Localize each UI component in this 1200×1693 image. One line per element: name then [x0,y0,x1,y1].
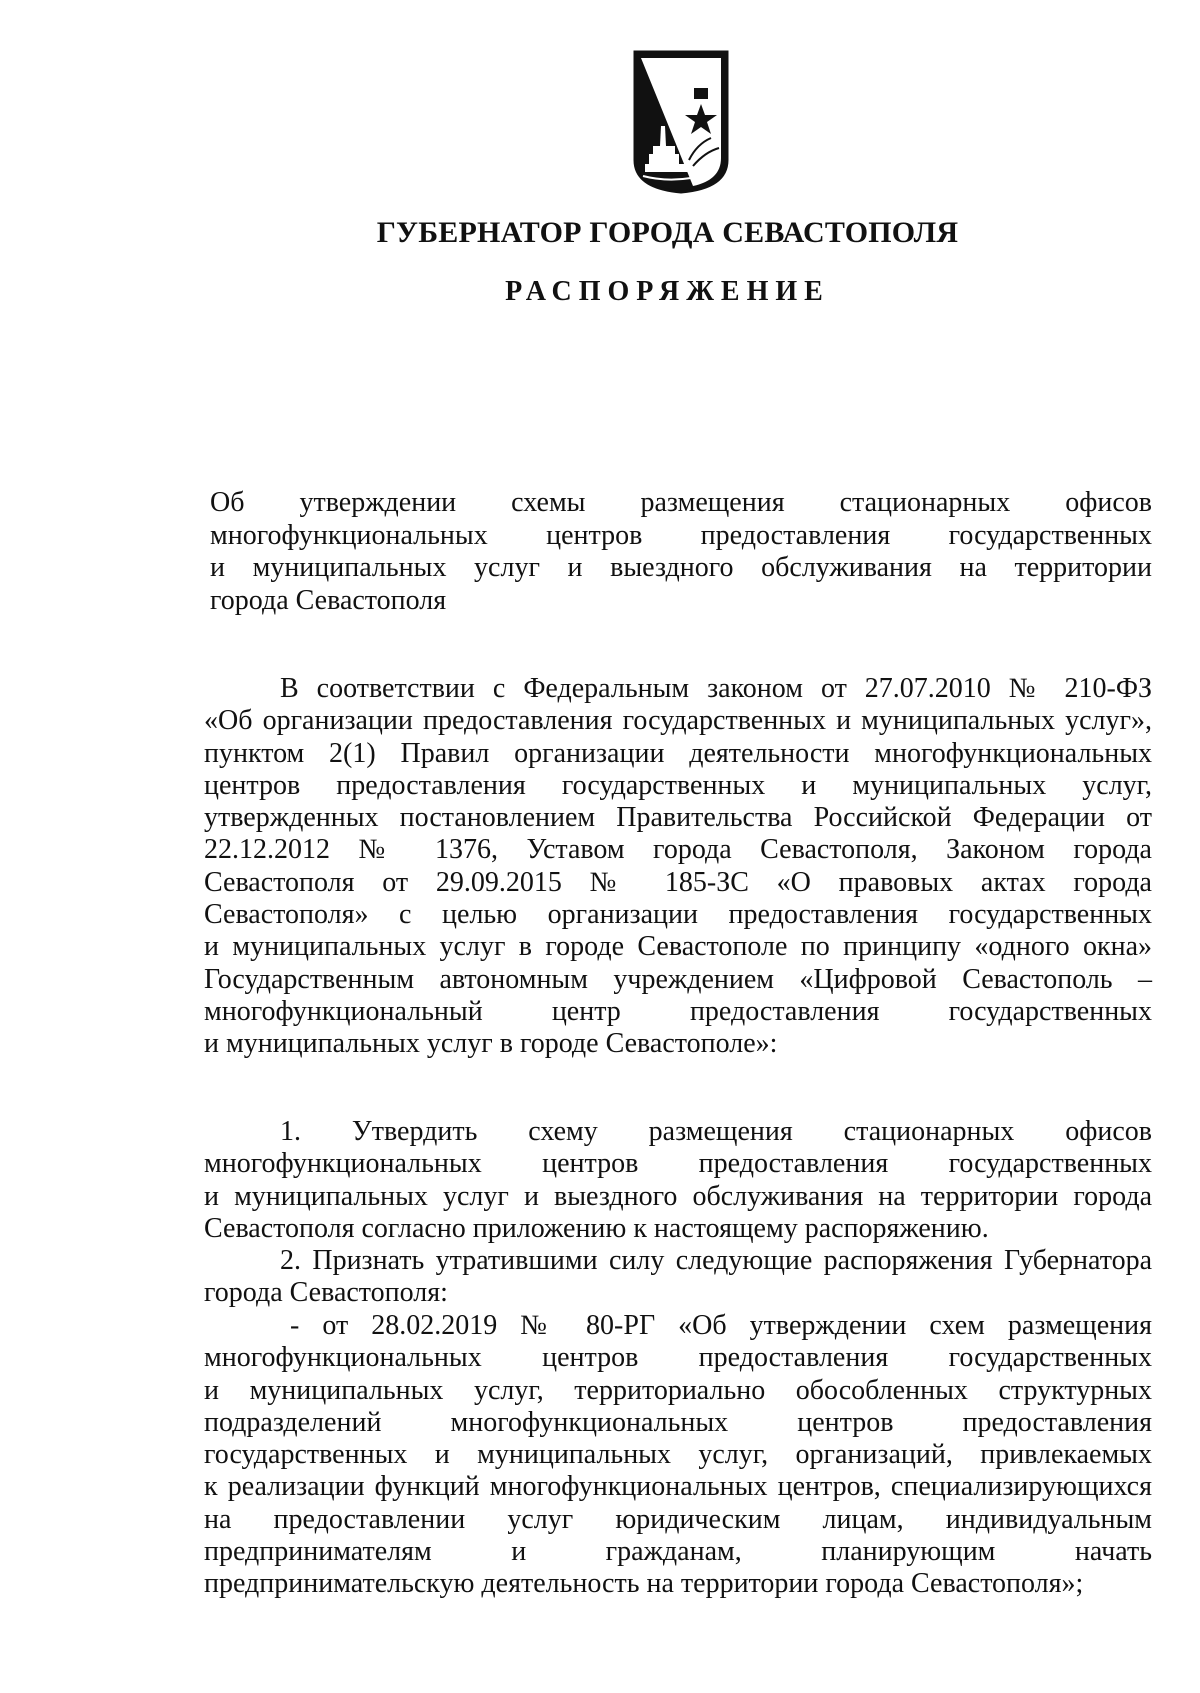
document-type: РАСПОРЯЖЕНИЕ [505,276,830,307]
subject-line: и муниципальных услуг и выездного обслуживания на территории [210,552,1152,583]
item-2-line: 2. Признать утратившими силу следующие распоряжения Губернатора [280,1245,1152,1276]
preamble-line: Севастополя от 29.09.2015 № 185-ЗС «О правовых актах города [204,866,1152,898]
subitem-line: многофункциональных центров предоставления государственных [204,1342,1152,1374]
preamble-line: пунктом 2(1) Правил организации деятельности многофункциональных [204,737,1152,769]
subitem-line: предпринимательскую деятельность на территории города Севастополя»; [204,1568,1084,1600]
preamble-line: и муниципальных услуг в городе Севастополе по принципу «одного окна» [204,931,1152,963]
subject-line: города Севастополя [210,584,447,616]
item-1-line: многофункциональных центров предоставления государственных [204,1148,1152,1180]
preamble-line: центров предоставления государственных и муниципальных услуг, [204,769,1152,801]
preamble-line: «Об организации предоставления государственных и муниципальных услуг», [204,705,1152,737]
item-1-line: 1. Утвердить схему размещения стационарных офисов [280,1116,1152,1147]
subitem-line: на предоставлении услуг юридическим лицам, индивидуальным [204,1503,1152,1535]
subitem-line: предпринимателям и гражданам, планирующим начать [204,1536,1152,1568]
preamble-line: многофункциональный центр предоставления государственных [204,995,1152,1027]
subject-line: Об утверждении схемы размещения стационарных офисов [210,487,1152,518]
item-1-line: и муниципальных услуг и выездного обслуживания на территории города [204,1180,1152,1212]
item-2-subitem-paragraph [204,1310,1152,1601]
subitem-line: и муниципальных услуг, территориально обособленных структурных [204,1374,1152,1406]
item-2-line: города Севастополя: [204,1277,448,1309]
item-1-line: Севастополя согласно приложению к настоящему распоряжению. [204,1212,989,1244]
preamble-line: 22.12.2012 № 1376, Уставом города Севастополя, Законом города [204,834,1152,866]
sevastopol-coat-of-arms-icon [631,48,731,194]
subitem-line: - от 28.02.2019 № 80-РГ «Об утверждении схем размещения [290,1310,1152,1341]
preamble-line: и муниципальных услуг в городе Севастополе»: [204,1028,778,1060]
item-2-paragraph [204,1245,1152,1310]
preamble-line: утвержденных постановлением Правительства Российской Федерации от [204,802,1152,834]
preamble-line: Государственным автономным учреждением «Цифровой Севастополь – [204,963,1152,995]
preamble-line: Севастополя» с целью организации предоставления государственных [204,899,1152,931]
document-subject [210,487,1152,617]
subitem-line: к реализации функций многофункциональных центров, специализирующихся [204,1471,1152,1503]
preamble-line: В соответствии с Федеральным законом от 27.07.2010 № 210-ФЗ [280,673,1152,704]
subject-line: многофункциональных центров предоставления государственных [210,519,1152,551]
subitem-line: государственных и муниципальных услуг, организаций, привлекаемых [204,1439,1152,1471]
preamble-paragraph [204,673,1152,1061]
subitem-line: подразделений многофункциональных центров предоставления [204,1406,1152,1438]
issuing-authority: ГУБЕРНАТОР ГОРОДА СЕВАСТОПОЛЯ [376,216,959,249]
item-1-paragraph [204,1116,1152,1245]
